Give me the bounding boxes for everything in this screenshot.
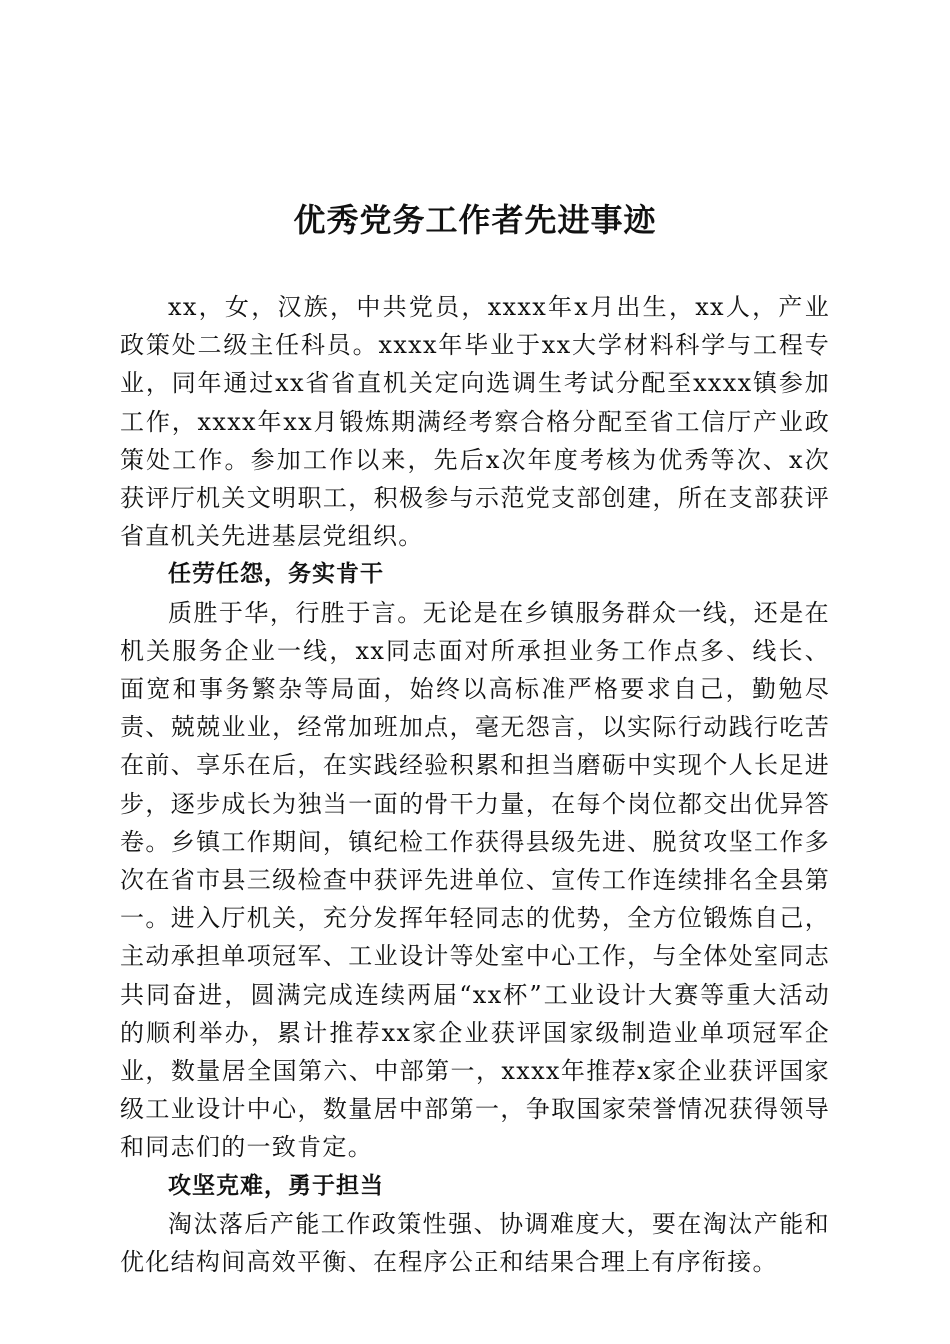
document-body: [120, 288, 830, 1281]
document-title: 优秀党务工作者先进事迹: [293, 201, 657, 239]
section-paragraph-1: 质胜于华，行胜于言。无论是在乡镇服务群众一线，还是在机关服务企业一线，xx同志面对所承担业务工作点多、线长、面宽和事务繁杂等局面，始终以高标准严格要求自己，勤勉尽责、兢兢业业，经常加班加点，毫无怨言，以实际行动践行吃苦在前、享乐在后，在实践经验积累和担当磨砺中实现个人长足进步，逐步成长为独当一面的骨干力量，在每个岗位都交出优异答卷。乡镇工作期间，镇纪检工作获得县级先进、脱贫攻坚工作多次在省市县三级检查中获评先进单位、宣传工作连续排名全县第一。进入厅机关，充分发挥年轻同志的优势，全方位锻炼自己，主动承担单项冠军、工业设计等处室中心工作，与全体处室同志共同奋进，圆满完成连续两届“xx杯”工业设计大赛等重大活动的顺利举办，累计推荐xx家企业获评国家级制造业单项冠军企业，数量居全国第六、中部第一，xxxx年推荐x家企业获评国家级工业设计中心，数量居中部第一，争取国家荣誉情况获得领导和同志们的一致肯定。: [120, 598, 830, 1162]
section-heading-2: 攻坚克难，勇于担当: [168, 1172, 384, 1199]
section-paragraph-2: 淘汰落后产能工作政策性强、协调难度大，要在淘汰产能和优化结构间高效平衡、在程序公正和结果合理上有序衔接。: [120, 1209, 830, 1277]
intro-paragraph: xx，女，汉族，中共党员，xxxx年x月出生，xx人，产业政策处二级主任科员。xxxx年毕业于xx大学材料科学与工程专业，同年通过xx省省直机关定向选调生考试分配至xxxx镇参加工作，xxxx年xx月锻炼期满经考察合格分配至省工信厅产业政策处工作。参加工作以来，先后x次年度考核为优秀等次、x次获评厅机关文明职工，积极参与示范党支部创建，所在支部获评省直机关先进基层党组织。: [120, 293, 830, 551]
section-heading-1: 任劳任怨，务实肯干: [168, 561, 384, 588]
